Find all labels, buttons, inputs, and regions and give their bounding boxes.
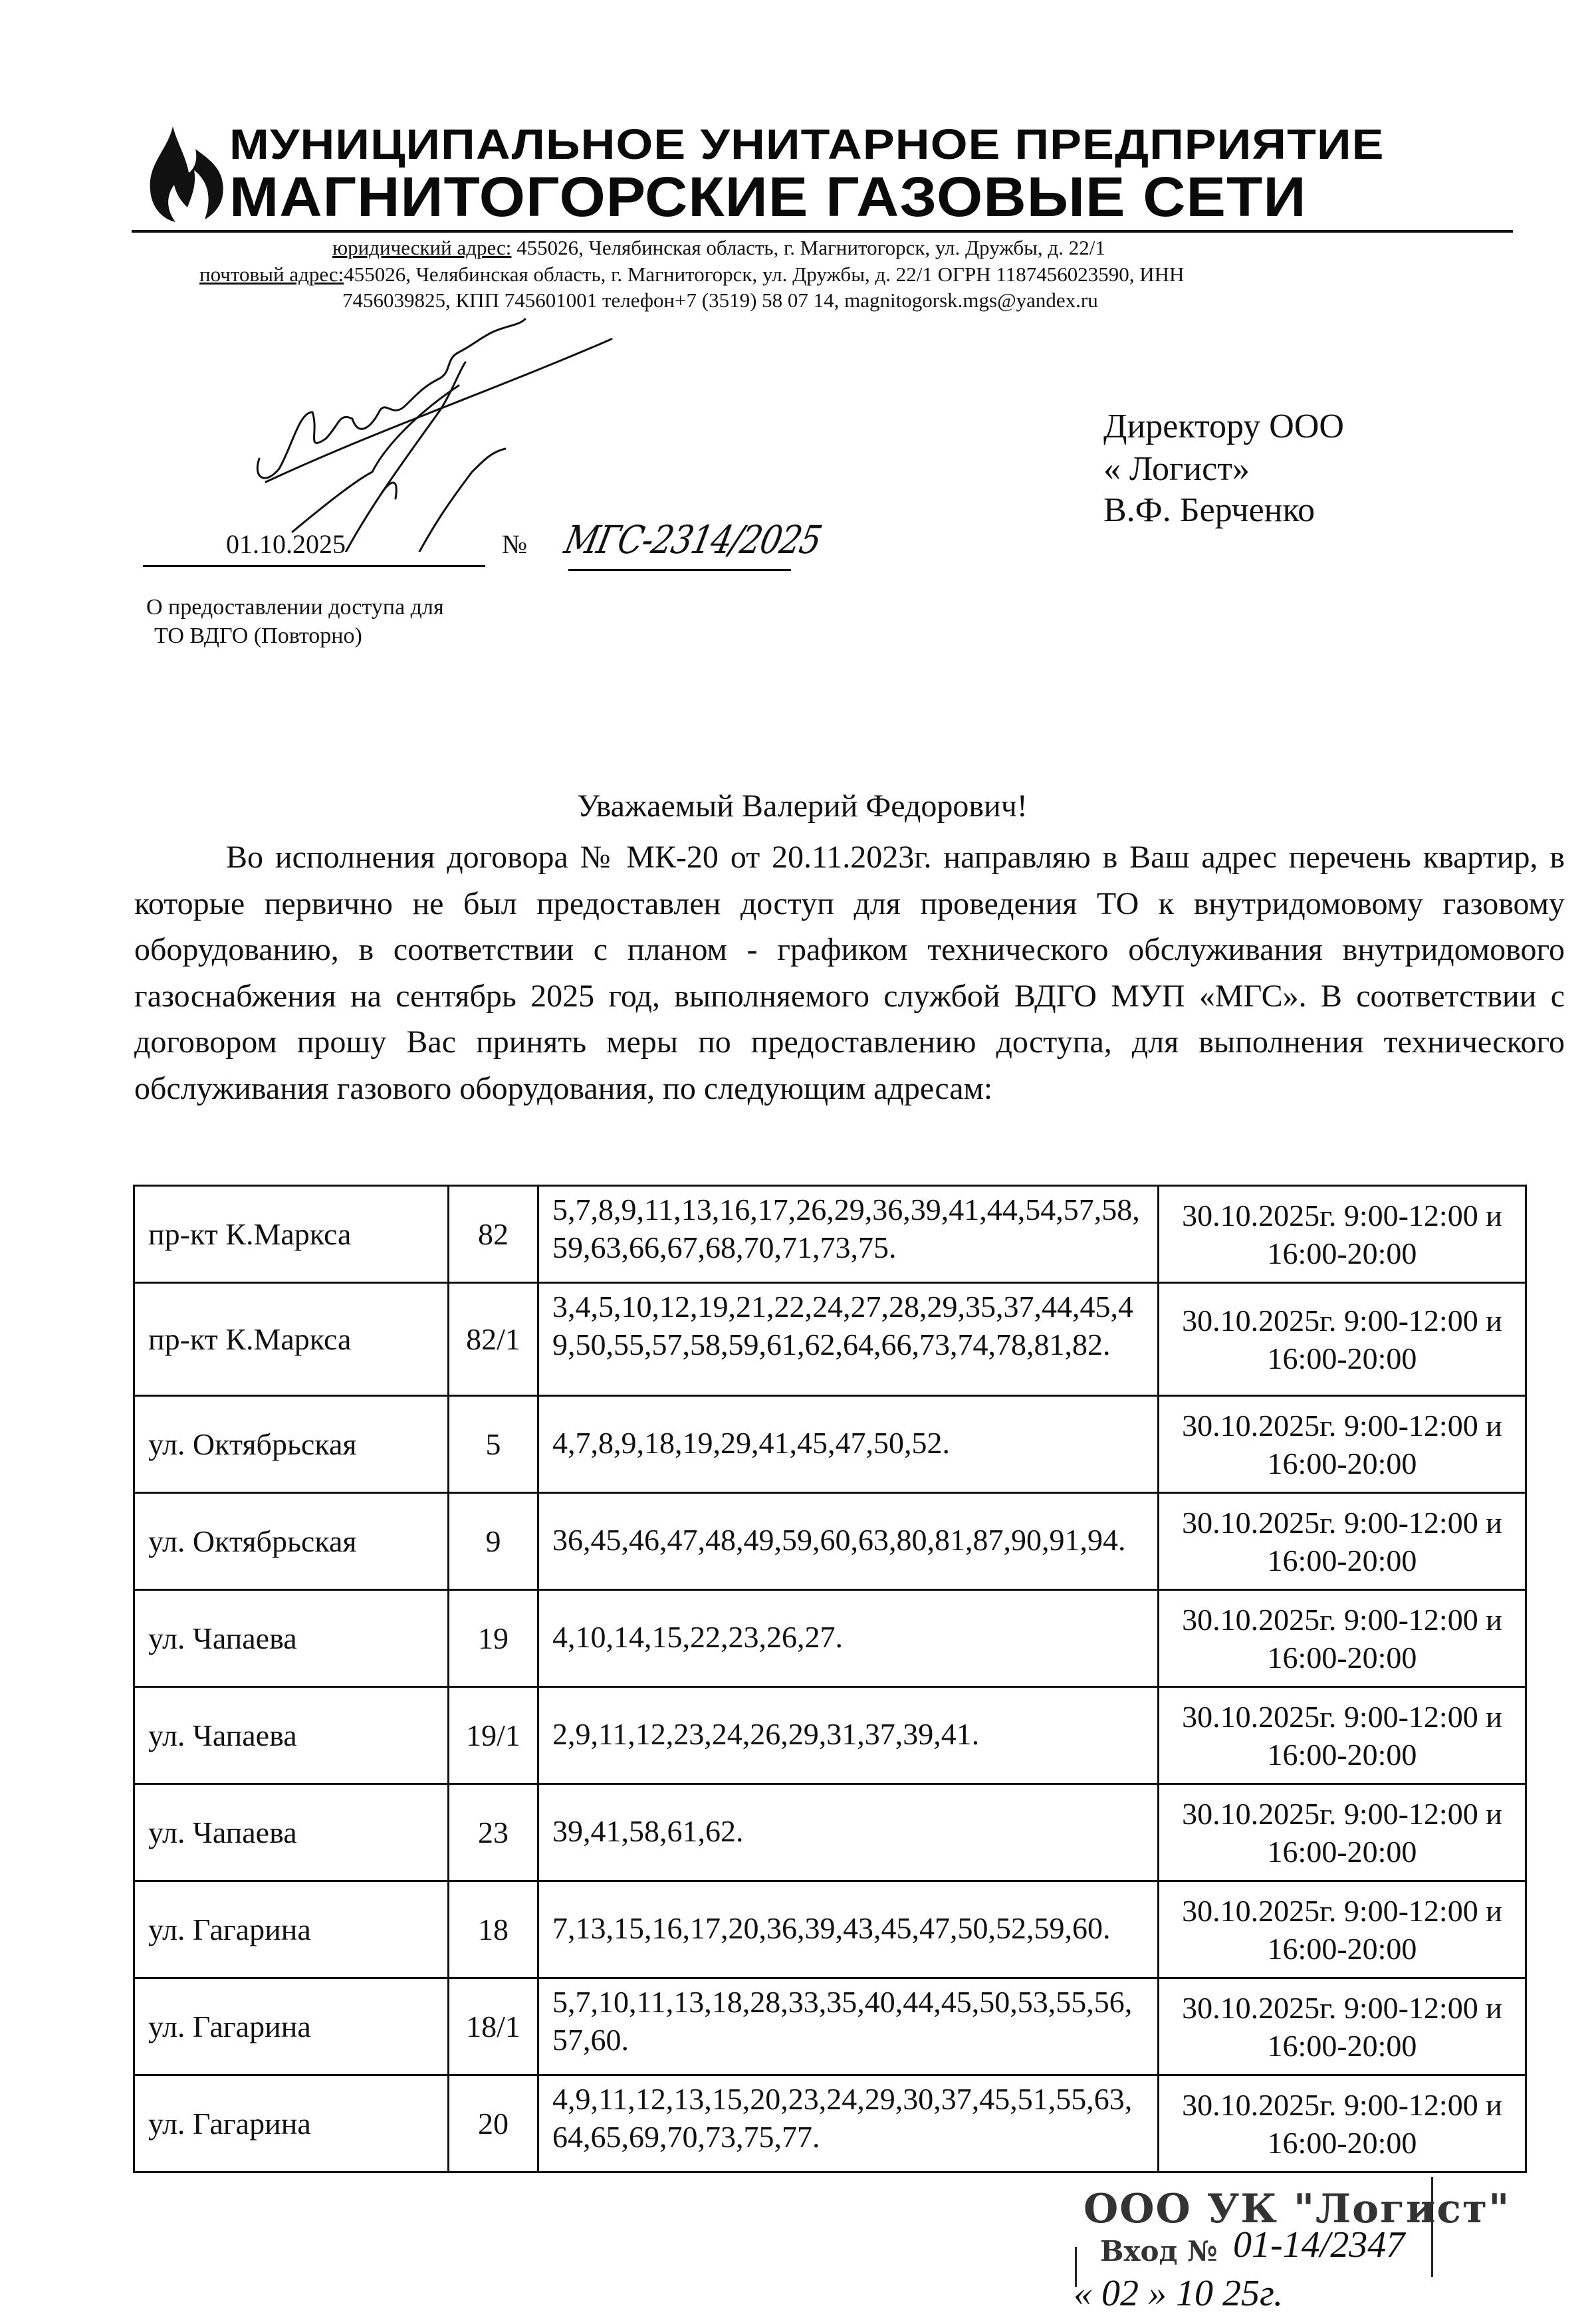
stamp-incoming-label: Вход №: [1100, 2235, 1218, 2267]
greeting: Уважаемый Валерий Федорович!: [577, 788, 1028, 824]
house-number-cell: 9: [449, 1493, 538, 1590]
apartments-cell: 7,13,15,16,17,20,36,39,43,45,47,50,52,59,60.: [538, 1881, 1159, 1978]
number-sign: №: [502, 529, 528, 559]
schedule-cell: 30.10.2025г. 9:00-12:00 и 16:00-20:00: [1159, 1396, 1526, 1493]
apartments-cell: 4,9,11,12,13,15,20,23,24,29,30,37,45,51,55,63,64,65,69,70,73,75,77.: [538, 2075, 1159, 2172]
street-cell: ул. Октябрьская: [134, 1396, 449, 1493]
header-divider: [132, 230, 1513, 233]
schedule-cell: 30.10.2025г. 9:00-12:00 и 16:00-20:00: [1159, 1186, 1526, 1283]
postal-address-text: 455026, Челябинская область, г. Магнитогорск, ул. Дружбы, д. 22/1 ОГРН 1187456023590, ИНН: [344, 263, 1185, 286]
apartments-cell: 5,7,8,9,11,13,16,17,26,29,36,39,41,44,54,57,58,59,63,66,67,68,70,71,73,75.: [538, 1186, 1159, 1283]
legal-address-label: юридический адрес:: [332, 236, 512, 259]
street-cell: пр-кт К.Маркса: [134, 1186, 449, 1283]
stamp-company: ООО УК "Логист": [1083, 2186, 1511, 2232]
subject-line1: О предоставлении доступа для: [146, 595, 444, 620]
schedule-cell: 30.10.2025г. 9:00-12:00 и 16:00-20:00: [1159, 2075, 1526, 2172]
apartments-cell: 2,9,11,12,23,24,26,29,31,37,39,41.: [538, 1687, 1159, 1784]
street-cell: ул. Чапаева: [134, 1687, 449, 1784]
org-name-line1: МУНИЦИПАЛЬНОЕ УНИТАРНОЕ ПРЕДПРИЯТИЕ: [229, 120, 1385, 168]
legal-address-text: 455026, Челябинская область, г. Магнитогорск, ул. Дружбы, д. 22/1: [511, 236, 1105, 259]
recipient-company: « Логист»: [1103, 450, 1250, 488]
house-number-cell: 19/1: [449, 1687, 538, 1784]
org-name-line2: МАГНИТОГОРСКИЕ ГАЗОВЫЕ СЕТИ: [229, 166, 1307, 228]
schedule-cell: 30.10.2025г. 9:00-12:00 и 16:00-20:00: [1159, 1493, 1526, 1590]
flame-icon: [148, 124, 226, 223]
contacts-line: 7456039825, КПП 745601001 телефон+7 (3519) 58 07 14, magnitogorsk.mgs@yandex.ru: [342, 289, 1098, 312]
table-row: [134, 1881, 1526, 1978]
schedule-cell: 30.10.2025г. 9:00-12:00 и 16:00-20:00: [1159, 1881, 1526, 1978]
street-cell: пр-кт К.Маркса: [134, 1283, 449, 1396]
apartments-cell: 4,7,8,9,18,19,29,41,45,47,50,52.: [538, 1396, 1159, 1493]
table-row: [134, 2075, 1526, 2172]
table-row: [134, 1590, 1526, 1687]
apartments-cell: 39,41,58,61,62.: [538, 1784, 1159, 1881]
postal-address-label: почтовый адрес:: [199, 263, 344, 286]
house-number-cell: 82: [449, 1186, 538, 1283]
stamp-incoming-date: « 02 » 10 25г.: [1074, 2273, 1284, 2314]
table-row: [134, 1784, 1526, 1881]
schedule-cell: 30.10.2025г. 9:00-12:00 и 16:00-20:00: [1159, 1590, 1526, 1687]
postal-address: [199, 263, 1184, 287]
apartments-cell: 3,4,5,10,12,19,21,22,24,27,28,29,35,37,44,45,49,50,55,57,58,59,61,62,64,66,73,74,78,81,82.: [538, 1283, 1159, 1396]
legal-address: [332, 236, 1105, 260]
table-row: [134, 1186, 1526, 1283]
table-row: [134, 1493, 1526, 1590]
house-number-cell: 23: [449, 1784, 538, 1881]
street-cell: ул. Гагарина: [134, 1881, 449, 1978]
recipient-name: В.Ф. Берченко: [1103, 491, 1315, 529]
table-row: [134, 1687, 1526, 1784]
street-cell: ул. Чапаева: [134, 1590, 449, 1687]
outgoing-date: 01.10.2025: [226, 529, 346, 559]
house-number-cell: 5: [449, 1396, 538, 1493]
subject-line2: ТО ВДГО (Повторно): [154, 624, 362, 648]
recipient-position: Директору ООО: [1103, 407, 1344, 445]
table-row: [134, 1283, 1526, 1396]
schedule-cell: 30.10.2025г. 9:00-12:00 и 16:00-20:00: [1159, 1687, 1526, 1784]
stamp-incoming-number: 01-14/2347: [1233, 2224, 1405, 2266]
apartments-table: [133, 1185, 1527, 2173]
schedule-cell: 30.10.2025г. 9:00-12:00 и 16:00-20:00: [1159, 1784, 1526, 1881]
schedule-cell: 30.10.2025г. 9:00-12:00 и 16:00-20:00: [1159, 1283, 1526, 1396]
street-cell: ул. Чапаева: [134, 1784, 449, 1881]
apartments-cell: 5,7,10,11,13,18,28,33,35,40,44,45,50,53,55,56,57,60.: [538, 1978, 1159, 2075]
house-number-cell: 18: [449, 1881, 538, 1978]
house-number-cell: 82/1: [449, 1283, 538, 1396]
house-number-cell: 19: [449, 1590, 538, 1687]
street-cell: ул. Октябрьская: [134, 1493, 449, 1590]
signature-icon: [239, 312, 705, 552]
house-number-cell: 18/1: [449, 1978, 538, 2075]
apartments-cell: 36,45,46,47,48,49,59,60,63,80,81,87,90,91,94.: [538, 1493, 1159, 1590]
street-cell: ул. Гагарина: [134, 1978, 449, 2075]
date-underline: [143, 565, 485, 567]
body-paragraph: Во исполнения договора № МК-20 от 20.11.2023г. направляю в Ваш адрес перечень квартир, в которые первично не был предоставлен доступ для проведения ТО к внутридомовому газовому оборудованию, в соответствии с планом - графиком технического обслуживания внутридомового газоснабжения на сентябрь 2025 год, выполняемого службой ВДГО МУП «МГС». В соответствии с договором прошу Вас принять меры по предоставлению доступа, для выполнения технического обслуживания газового оборудования, по следующим адресам:: [134, 840, 1565, 1106]
number-underline: [568, 569, 791, 571]
street-cell: ул. Гагарина: [134, 2075, 449, 2172]
table-row: [134, 1396, 1526, 1493]
outgoing-number: МГС-2314/2025: [560, 517, 825, 562]
house-number-cell: 20: [449, 2075, 538, 2172]
apartments-cell: 4,10,14,15,22,23,26,27.: [538, 1590, 1159, 1687]
table-row: [134, 1978, 1526, 2075]
schedule-cell: 30.10.2025г. 9:00-12:00 и 16:00-20:00: [1159, 1978, 1526, 2075]
